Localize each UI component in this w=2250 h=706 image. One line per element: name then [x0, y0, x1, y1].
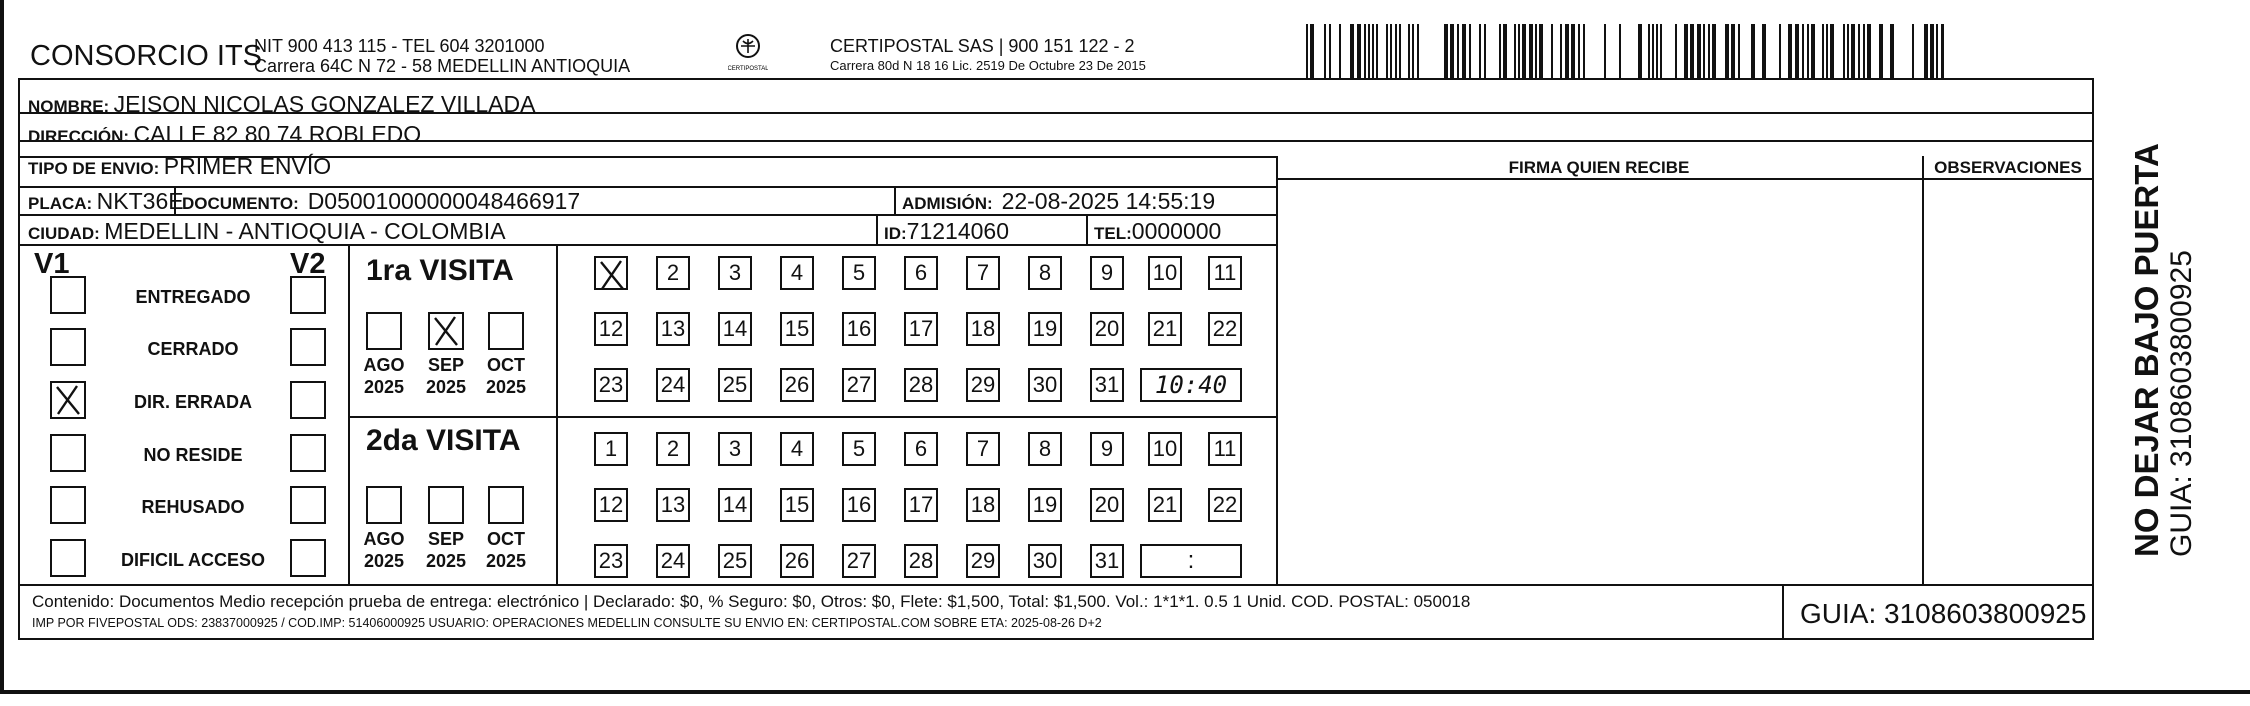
direccion-label: DIRECCIÓN:: [28, 127, 130, 146]
visit2-day-24[interactable]: 24: [656, 544, 690, 578]
month-name: SEP: [427, 529, 465, 549]
barcode: [1306, 24, 1944, 80]
visit2-day-4[interactable]: 4: [780, 432, 814, 466]
visit2-day-31[interactable]: 31: [1090, 544, 1124, 578]
tipo-envio-label: TIPO DE ENVIO:: [28, 159, 160, 178]
rule: [348, 244, 350, 584]
visit1-day-2[interactable]: 2: [656, 256, 690, 290]
rule: [1782, 584, 1784, 638]
status-option-label: REHUSADO: [141, 497, 245, 517]
status-option-label: DIR. ERRADA: [133, 392, 252, 412]
visit2-day-2[interactable]: 2: [656, 432, 690, 466]
footer-contents: Contenido: Documentos Medio recepción prueba de entrega: electrónico | Declarado: $0, % Seguro: $0, Otros: $0, Flete: $1,500, Total: $1,500. Vol.: 1*1*1. 0.5 1 Unid. COD. POSTAL: 050018: [32, 592, 1471, 611]
documento-label: DOCUMENTO:: [182, 194, 299, 213]
visit1-day-27[interactable]: 27: [842, 368, 876, 402]
side-guia: GUIA: 3108603800925: [2165, 250, 2198, 557]
id-row: [884, 218, 1009, 245]
tel-row: [1094, 218, 1221, 245]
visit2-day-27[interactable]: 27: [842, 544, 876, 578]
visit1-day-15[interactable]: 15: [780, 312, 814, 346]
visit1-day-21[interactable]: 21: [1148, 312, 1182, 346]
visit1-day-11[interactable]: 11: [1208, 256, 1242, 290]
admision-value: 22-08-2025 14:55:19: [1001, 188, 1216, 214]
visit2-day-23[interactable]: 23: [594, 544, 628, 578]
courier-name: CERTIPOSTAL SAS | 900 151 122 - 2: [830, 36, 1135, 56]
month-name: AGO: [363, 355, 405, 375]
month-name: AGO: [363, 529, 405, 549]
rule: [350, 416, 1276, 418]
direccion-row: [28, 121, 421, 148]
v1-checkbox-no-reside[interactable]: [50, 434, 86, 472]
visit1-day-26[interactable]: 26: [780, 368, 814, 402]
tipo-envio-value: PRIMER ENVÍO: [163, 153, 332, 179]
visit2-day-17[interactable]: 17: [904, 488, 938, 522]
v1-checkbox-entregado[interactable]: [50, 276, 86, 314]
tel-value: 0000000: [1131, 218, 1222, 244]
visit1-day-14[interactable]: 14: [718, 312, 752, 346]
company-name: CONSORCIO ITS: [30, 40, 263, 72]
visit1-day-16[interactable]: 16: [842, 312, 876, 346]
visit1-month-sep-checkbox[interactable]: [428, 312, 464, 350]
direccion-value: CALLE 82 80 74 ROBLEDO: [133, 121, 422, 147]
visit2-day-5[interactable]: 5: [842, 432, 876, 466]
visit2-day-20[interactable]: 20: [1090, 488, 1124, 522]
visit1-day-6[interactable]: 6: [904, 256, 938, 290]
status-option-label: CERRADO: [147, 339, 239, 359]
ciudad-label: CIUDAD:: [28, 224, 100, 243]
footer-print-info: IMP POR FIVEPOSTAL ODS: 23837000925 / COD.IMP: 51406000925 USUARIO: OPERACIONES MEDELLIN CONSULTE SU ENVIO EN: CERTIPOSTAL.COM SOBRE ETA: 2025-08-26 D+2: [32, 616, 1102, 630]
v2-header: V2: [290, 248, 326, 280]
visit1-time-field[interactable]: 10:40: [1140, 368, 1242, 402]
visit1-day-24[interactable]: 24: [656, 368, 690, 402]
observations-area[interactable]: [1924, 180, 2090, 582]
rule: [876, 214, 878, 244]
v2-checkbox[interactable]: [290, 276, 326, 314]
visit1-day-22[interactable]: 22: [1208, 312, 1242, 346]
visit1-day-5[interactable]: 5: [842, 256, 876, 290]
v1-header: V1: [34, 248, 70, 280]
v1-checkbox-dificil-acceso[interactable]: [50, 539, 86, 577]
rule: [1086, 214, 1088, 244]
signature-area[interactable]: [1278, 180, 1920, 582]
visit1-month-label: [418, 354, 474, 398]
visit2-day-9[interactable]: 9: [1090, 432, 1124, 466]
status-option-label: ENTREGADO: [135, 287, 251, 307]
month-year: 2025: [425, 551, 467, 571]
visit2-day-3[interactable]: 3: [718, 432, 752, 466]
visit2-day-30[interactable]: 30: [1028, 544, 1062, 578]
courier-address: Carrera 80d N 18 16 Lic. 2519 De Octubre 23 De 2015: [830, 58, 1146, 73]
visit1-day-8[interactable]: 8: [1028, 256, 1062, 290]
nombre-row: [28, 91, 535, 118]
page-edge-bottom: [0, 690, 2250, 694]
observaciones-header: OBSERVACIONES: [1934, 158, 2082, 177]
visit1-day-17[interactable]: 17: [904, 312, 938, 346]
visit1-month-ago-checkbox[interactable]: [366, 312, 402, 350]
visit2-time-field[interactable]: :: [1140, 544, 1242, 578]
id-label: ID:: [884, 224, 907, 243]
nombre-label: NOMBRE:: [28, 97, 110, 116]
visit1-title: 1ra VISITA: [366, 254, 514, 287]
placa-value: NKT36E: [96, 188, 184, 214]
visit2-day-13[interactable]: 13: [656, 488, 690, 522]
visit2-day-6[interactable]: 6: [904, 432, 938, 466]
visit2-day-25[interactable]: 25: [718, 544, 752, 578]
month-year: 2025: [485, 551, 527, 571]
visit2-day-15[interactable]: 15: [780, 488, 814, 522]
visit2-day-8[interactable]: 8: [1028, 432, 1062, 466]
admision-label: ADMISIÓN:: [902, 194, 993, 213]
firma-header: FIRMA QUIEN RECIBE: [1508, 158, 1690, 177]
month-year: 2025: [363, 551, 405, 571]
documento-row: [182, 188, 580, 215]
visit1-day-19[interactable]: 19: [1028, 312, 1062, 346]
visit2-day-21[interactable]: 21: [1148, 488, 1182, 522]
page-edge-left: [0, 0, 4, 694]
visit1-day-18[interactable]: 18: [966, 312, 1000, 346]
v1-checkbox-cerrado[interactable]: [50, 328, 86, 366]
month-name: SEP: [427, 355, 465, 375]
visit2-day-10[interactable]: 10: [1148, 432, 1182, 466]
nombre-value: JEISON NICOLAS GONZALEZ VILLADA: [113, 91, 536, 117]
status-option-label: DIFICIL ACCESO: [120, 550, 265, 570]
placa-label: PLACA:: [28, 194, 93, 213]
visit2-day-22[interactable]: 22: [1208, 488, 1242, 522]
visit1-day-31[interactable]: 31: [1090, 368, 1124, 402]
side-text-rotated: [2129, 143, 2199, 557]
visit1-month-oct-checkbox[interactable]: [488, 312, 524, 350]
visit2-day-28[interactable]: 28: [904, 544, 938, 578]
visit2-day-7[interactable]: 7: [966, 432, 1000, 466]
visit1-day-12[interactable]: 12: [594, 312, 628, 346]
v1-checkbox-dir-errada[interactable]: [50, 381, 86, 419]
documento-value: D05001000000048466917: [307, 188, 581, 214]
footer-guia: GUIA: 3108603800925: [1800, 598, 2087, 629]
side-warning: NO DEJAR BAJO PUERTA: [2128, 143, 2165, 557]
company-nit: NIT 900 413 115 - TEL 604 3201000: [254, 36, 545, 56]
v2-checkbox[interactable]: [290, 434, 326, 472]
visit2-day-29[interactable]: 29: [966, 544, 1000, 578]
visit1-day-28[interactable]: 28: [904, 368, 938, 402]
visit1-day-23[interactable]: 23: [594, 368, 628, 402]
rule: [894, 186, 896, 214]
tipo-envio-row: [28, 153, 331, 180]
visit1-month-label: [478, 354, 534, 398]
visit2-month-label: [418, 528, 474, 572]
rule: [556, 244, 558, 584]
visit1-day-1[interactable]: [594, 256, 628, 290]
v2-checkbox[interactable]: [290, 381, 326, 419]
v2-checkbox[interactable]: [290, 328, 326, 366]
visit2-title: 2da VISITA: [366, 424, 521, 457]
month-year: 2025: [425, 377, 467, 397]
id-value: 71214060: [906, 218, 1010, 244]
visit2-day-14[interactable]: 14: [718, 488, 752, 522]
visit1-day-25[interactable]: 25: [718, 368, 752, 402]
v2-checkbox[interactable]: [290, 539, 326, 577]
visit2-day-1[interactable]: 1: [594, 432, 628, 466]
visit2-day-19[interactable]: 19: [1028, 488, 1062, 522]
visit1-day-10[interactable]: 10: [1148, 256, 1182, 290]
visit1-day-29[interactable]: 29: [966, 368, 1000, 402]
month-name: OCT: [487, 529, 525, 549]
visit2-month-label: [478, 528, 534, 572]
visit1-day-7[interactable]: 7: [966, 256, 1000, 290]
ciudad-value: MEDELLIN - ANTIOQUIA - COLOMBIA: [104, 218, 506, 244]
visit1-day-20[interactable]: 20: [1090, 312, 1124, 346]
placa-row: [28, 188, 184, 215]
svg-text:CERTIPOSTAL: CERTIPOSTAL: [728, 66, 768, 72]
tel-label: TEL:: [1094, 224, 1132, 243]
visit2-month-ago-checkbox[interactable]: [366, 486, 402, 524]
visit2-month-oct-checkbox[interactable]: [488, 486, 524, 524]
visit2-day-12[interactable]: 12: [594, 488, 628, 522]
visit1-day-30[interactable]: 30: [1028, 368, 1062, 402]
admision-row: [902, 188, 1215, 215]
visit2-day-16[interactable]: 16: [842, 488, 876, 522]
month-year: 2025: [363, 377, 405, 397]
visit1-day-4[interactable]: 4: [780, 256, 814, 290]
v2-checkbox[interactable]: [290, 486, 326, 524]
visit2-day-26[interactable]: 26: [780, 544, 814, 578]
visit1-month-label: [356, 354, 412, 398]
visit2-month-label: [356, 528, 412, 572]
company-address: Carrera 64C N 72 - 58 MEDELLIN ANTIOQUIA: [254, 56, 631, 76]
visit2-day-18[interactable]: 18: [966, 488, 1000, 522]
ciudad-row: [28, 218, 506, 245]
month-name: OCT: [487, 355, 525, 375]
visit2-month-sep-checkbox[interactable]: [428, 486, 464, 524]
visit1-day-13[interactable]: 13: [656, 312, 690, 346]
visit1-day-9[interactable]: 9: [1090, 256, 1124, 290]
v1-checkbox-rehusado[interactable]: [50, 486, 86, 524]
status-option-label: NO RESIDE: [143, 445, 243, 465]
month-year: 2025: [485, 377, 527, 397]
certipostal-logo: [728, 30, 768, 74]
visit1-day-3[interactable]: 3: [718, 256, 752, 290]
visit2-day-11[interactable]: 11: [1208, 432, 1242, 466]
